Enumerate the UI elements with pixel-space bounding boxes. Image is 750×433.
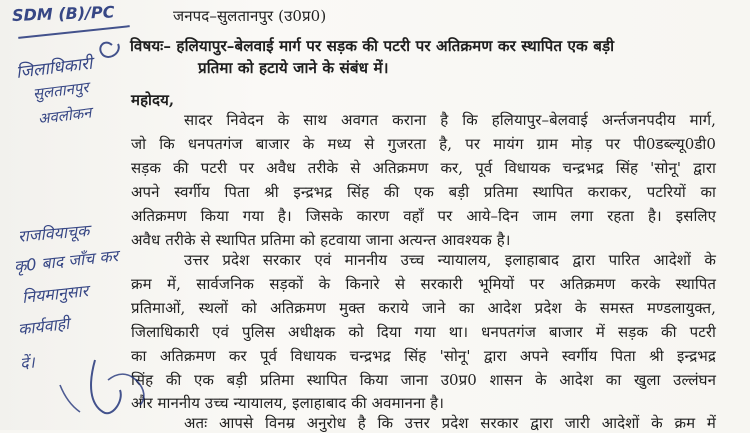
handwritten-note-6: नियमानुसार [21, 281, 90, 307]
handwritten-note-2: सुलतानपुर [31, 78, 90, 103]
handwritten-note-5: कृ0 बाद जाँच कर [13, 246, 119, 276]
para1-line4: अपने स्वर्गीय पिता श्री इन्द्रभद्र सिंह की एक बड़ी प्रतिमा स्थापित कराकर, पटरियों का [131, 183, 716, 201]
handwritten-note-4: राजवियाचूक [17, 220, 91, 246]
district-line: जनपद–सुलतानपुर (उ0प्र0) [173, 7, 327, 25]
para1-line6: अवैध तरीके से स्थापित प्रतिमा को हटवाया जाना अत्यन्त आवश्यक है। [131, 231, 511, 249]
handwritten-note-8: दें। [19, 352, 36, 373]
handwritten-reference: SDM (B)/PC [11, 2, 115, 25]
para1-line2: जो कि धनपतगंज बाजार के मध्य से गुजरता है, पर मायंग ग्राम मोड़ पर पी0डब्ल्यू0डी0 [131, 135, 716, 153]
handwritten-note-7: कार्यवाही [16, 313, 71, 339]
para3-line1: अतः आपसे विनम्र अनुरोध है कि उत्तर प्रदेश सरकार द्वारा जारी आदेशों के क्रम में [184, 414, 716, 432]
para2-line3: प्रतिमाओं, स्थलों को अतिक्रमण मुक्त कराये जाने का आदेश प्रदेश के समस्त मण्डलायुक्त, [131, 299, 716, 317]
para1-line5: अतिक्रमण किया गया है। जिसके कारण वहाँ पर आये–दिन जाम लगा रहता है। इसलिए [131, 207, 716, 225]
salutation: महोदय, [131, 91, 175, 109]
para2-line2: क्रम में, सार्वजनिक सड़कों के किनारे से सरकारी भूमियों पर अतिक्रमण करके स्थापित [131, 275, 716, 293]
para2-line6: सिंह की एक बड़ी प्रतिमा स्थापित किया जाना उ0प्र0 शासन के आदेश का खुला उल्लंघन [131, 371, 716, 389]
subject-line-2: प्रतिमा को हटाये जाने के संबंध में। [198, 59, 389, 77]
subject-line-1: विषयः– हलियापुर–बेलवाई मार्ग पर सड़क की पटरी पर अतिक्रमण कर स्थापित एक बड़ी [130, 37, 615, 55]
para2-line5: का अतिक्रमण कर पूर्व विधायक चन्द्रभद्र सिंह 'सोनू' द्वारा अपने स्वर्गीय पिता श्री इन्द्रभद्र [131, 347, 716, 365]
para1-line3: सड़क की पटरी पर अवैध तरीके से अतिक्रमण कर, पूर्व विधायक चन्द्रभद्र सिंह 'सोनू' द्वारा [131, 159, 716, 177]
para2-line4: जिलाधिकारी एवं पुलिस अधीक्षक को दिया गया था। धनपतगंज बाजार में सड़क की पटरी [131, 323, 716, 341]
handwritten-note-1: जिलाधिकारी [14, 53, 94, 83]
para1-line1: सादर निवेदन के साथ अवगत कराना है कि हलियापुर–बेलवाई अर्न्तजनपदीय मार्ग, [184, 111, 716, 129]
para2-line7: और माननीय उच्च न्यायालय, इलाहाबाद की अवमानना है। [131, 394, 445, 412]
handwritten-note-3: अवलोकन [36, 103, 93, 128]
handwritten-underline [18, 25, 130, 39]
para2-line1: उत्तर प्रदेश सरकार एवं माननीय उच्च न्यायालय, इलाहाबाद द्वारा पारित आदेशों के [184, 251, 716, 269]
